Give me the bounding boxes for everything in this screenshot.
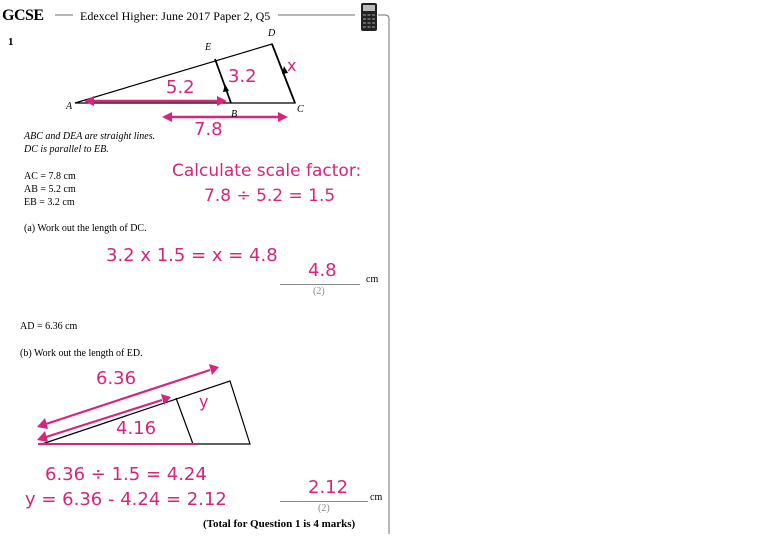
given-eb: EB = 3.2 cm	[24, 197, 75, 208]
total-marks: (Total for Question 1 is 4 marks)	[203, 518, 356, 530]
part-b-answer: 2.12	[308, 477, 349, 498]
annotation-eb: 3.2	[228, 66, 257, 87]
annotation-y: y	[199, 392, 209, 411]
scale-factor-calc: 7.8 ÷ 5.2 = 1.5	[204, 186, 336, 206]
given-parallel: DC is parallel to EB.	[24, 144, 109, 155]
part-a-question: (a) Work out the length of DC.	[24, 223, 147, 234]
part-b-working-2: y = 6.36 - 4.24 = 2.12	[25, 489, 227, 510]
annotation-ab: 5.2	[166, 77, 195, 98]
arrow-ac	[162, 112, 288, 122]
calculator-icon	[360, 2, 378, 37]
part-a-marks: (2)	[313, 286, 325, 297]
given-ad: AD = 6.36 cm	[20, 321, 78, 332]
annotation-dc: x	[287, 56, 297, 75]
vertex-label-c: C	[297, 104, 304, 115]
gcse-logo: GCSE	[2, 7, 44, 24]
given-straight-lines: ABC and DEA are straight lines.	[24, 131, 156, 142]
vertex-label-a: A	[66, 101, 73, 112]
vertex-label-d: D	[268, 28, 276, 39]
part-a-answer-line	[280, 284, 360, 285]
vertex-label-e: E	[205, 42, 212, 53]
part-a-answer: 4.8	[308, 260, 337, 281]
annotation-ad: 6.36	[96, 368, 137, 389]
annotation-ac: 7.8	[194, 119, 223, 140]
given-ab: AB = 5.2 cm	[24, 184, 76, 195]
page-title: Edexcel Higher: June 2017 Paper 2, Q5	[80, 9, 271, 23]
part-a-working: 3.2 x 1.5 = x = 4.8	[106, 245, 278, 266]
given-ac: AC = 7.8 cm	[24, 171, 76, 182]
question-number: 1	[8, 36, 14, 48]
arrow-ab	[84, 96, 227, 106]
part-b-unit: cm	[370, 492, 383, 503]
page-frame	[55, 15, 389, 534]
part-b-marks: (2)	[318, 503, 330, 514]
part-b-working-1: 6.36 ÷ 1.5 = 4.24	[45, 464, 207, 485]
annotation-ae: 4.16	[116, 418, 157, 439]
scale-factor-title: Calculate scale factor:	[172, 161, 362, 181]
part-b-question: (b) Work out the length of ED.	[20, 348, 143, 359]
part-b-answer-line	[280, 501, 368, 502]
part-a-unit: cm	[366, 274, 379, 285]
vertex-label-b: B	[231, 109, 238, 120]
segment-e-vertical	[176, 398, 193, 444]
